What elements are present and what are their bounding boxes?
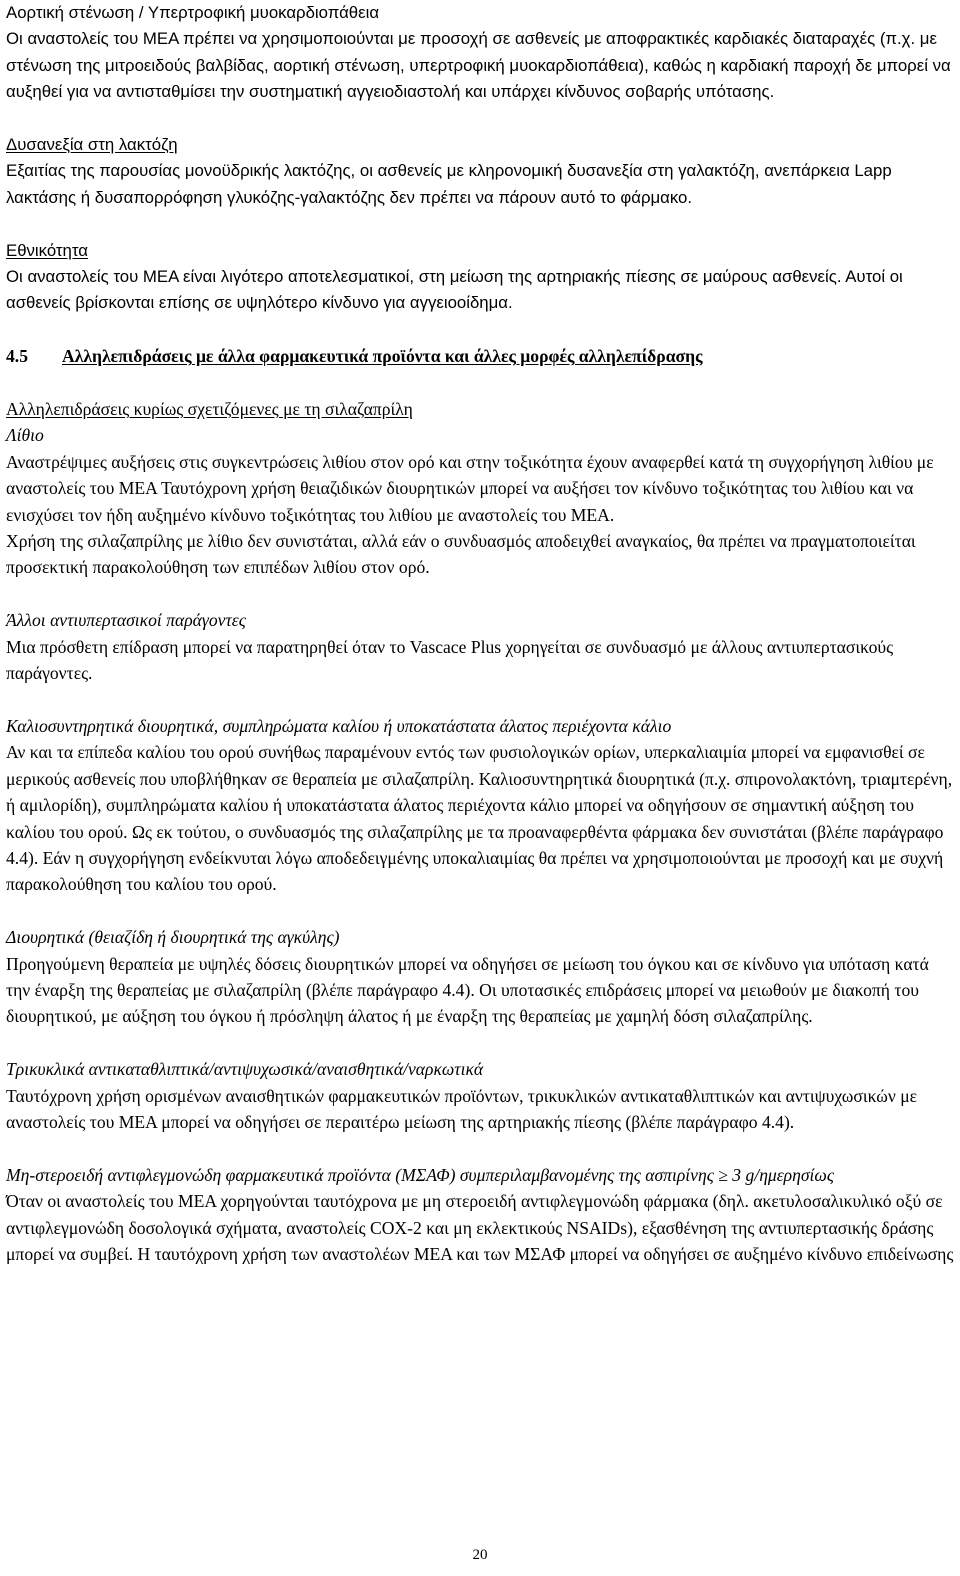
antihypertensives-text: Μια πρόσθετη επίδραση μπορεί να παρατηρηθεί όταν το Vascace Plus χορηγείται σε συνδυασμό με άλλους αντιυπερτασικούς παράγοντες. [6,636,894,684]
tricyclics-heading: Τρικυκλικά αντικαταθλιπτικά/αντιψυχωσικά/αναισθητικά/ναρκωτικά [6,1059,484,1080]
ethnicity-text: Οι αναστολείς του ΜΕΑ είναι λιγότερο αποτελεσματικοί, στη μείωση της αρτηριακής πίεσης σε μαύρους ασθενείς. Αυτοί οι ασθενείς βρίσκονται επίσης σε υψηλότερο κίνδυνο για αγγειοοίδημα. [6,267,903,313]
nsaids-heading: Μη-στεροειδή αντιφλεγμονώδη φαρμακευτικά προϊόντα (ΜΣΑΦ) συμπεριλαμβανομένης της ασπιρίνης ≥ 3 g/ημερησίως [6,1164,834,1185]
aortic-stenosis-heading: Αορτική στένωση / Υπερτροφική μυοκαρδιοπάθεια [6,3,380,22]
interactions-subheading: Αλληλεπιδράσεις κυρίως σχετιζόμενες με τη σιλαζαπρίλη [6,399,413,420]
potassium-text: Αν και τα επίπεδα καλίου του ορού συνήθως παραμένουν εντός των φυσιολογικών ορίων, υπερκαλιαιμία μπορεί να εμφανισθεί σε μερικούς ασθενείς που υποβλήθηκαν σε θεραπεία με σιλαζαπρίλη. Καλιοσυντηρητικά διουρητικά (π.χ. σπιρονολακτόνη, τριαμτερένη, ή αμιλορίδη), συμπληρώματα καλίου ή υποκατάστατα άλατος περιέχοντα κάλιο μπορεί να οδηγήσουν σε σημαντική αύξηση του καλίου του ορού. Ως εκ τούτου, ο συνδυασμός της σιλαζαπρίλης με τα προαναφερθέντα φάρμακα δεν συνιστάται (βλέπε παράγραφο 4.4). Εάν η συγχορήγηση ενδείκνυται λόγω αποδεδειγμένης υποκαλιαιμίας θα πρέπει να χρησιμοποιούνται με προσοχή και με συχνή παρακολούθηση του καλίου του ορού. [6,742,953,895]
section-heading [6,343,954,369]
potassium-heading: Καλιοσυντηρητικά διουρητικά, συμπληρώματα καλίου ή υποκατάστατα άλατος περιέχοντα κάλιο [6,715,672,736]
aortic-stenosis-text: Οι αναστολείς του ΜΕΑ πρέπει να χρησιμοποιούνται με προσοχή σε ασθενείς με αποφρακτικές καρδιακές διαταραχές (π.χ. με στένωση της μιτροειδούς βαλβίδας, αορτική στένωση, υπερτροφική μυοκαρδιοπάθεια), καθώς η καρδιακή παροχή δε μπορεί να αυξηθεί για να αντισταθμίσει την συστηματική αγγειοδιαστολή και υπάρχει κίνδυνος σοβαρής υπότασης. [6,29,951,102]
tricyclics-text: Ταυτόχρονη χρήση ορισμένων αναισθητικών φαρμακευτικών προϊόντων, τρικυκλικών αντικαταθλιπτικών και αντιψυχωσικών με αναστολείς του ΜΕΑ μπορεί να οδηγήσει σε περαιτέρω μείωση της αρτηριακής πίεσης (βλέπε παράγραφο 4.4). [6,1085,918,1132]
lithium-text: Αναστρέψιμες αυξήσεις στις συγκεντρώσεις λιθίου στον ορό και στην τοξικότητα έχουν αναφερθεί κατά τη συγχορήγηση λιθίου με αναστολείς του ΜΕΑ Ταυτόχρονη χρήση θειαζιδικών διουρητικών μπορεί να αυξήσει τον κίνδυνο τοξικότητας του λιθίου και να ενισχύσει τον ήδη αυξημένο κίνδυνο τοξικότητας του λιθίου με αναστολείς του ΜΕΑ. [6,451,934,525]
nsaids-text: Όταν οι αναστολείς του ΜΕΑ χορηγούνται ταυτόχρονα με μη στεροειδή αντιφλεγμονώδη φάρμακα (δηλ. ακετυλοσαλικυλικό οξύ σε αντιφλεγμονώδη δοσολογικά σχήματα, αναστολείς COX-2 και μη εκλεκτικούς NSAIDs), εξασθένηση της αντιυπερτασικής δράσης μπορεί να συμβεί. Η ταυτόχρονη χρήση των αναστολέων ΜΕΑ και των ΜΣΑΦ μπορεί να οδηγήσει σε αυξημένο κίνδυνο επιδείνωσης [6,1191,954,1264]
section-title: Αλληλεπιδράσεις με άλλα φαρμακευτικά προϊόντα και άλλες μορφές αλληλεπίδρασης [62,346,703,367]
page-number: 20 [472,1547,488,1563]
diuretics-heading: Διουρητικά (θειαζίδη ή διουρητικά της αγκύλης) [6,927,340,948]
lactose-text: Εξαιτίας της παρουσίας μονοϋδρικής λακτόζης, οι ασθενείς με κληρονομική δυσανεξία στη γαλακτόζη, ανεπάρκεια Lapp λακτάσης ή δυσαπορρόφηση γλυκόζης-γαλακτόζης δεν πρέπει να πάρουν αυτό το φάρμακο. [6,161,892,207]
ethnicity-heading: Εθνικότητα [6,240,88,260]
section-number: 4.5 [6,346,28,367]
document-page [6,0,954,1267]
lactose-heading: Δυσανεξία στη λακτόζη [6,135,178,155]
lithium-heading: Λίθιο [6,425,44,446]
lithium-recommendation: Χρήση της σιλαζαπρίλης με λίθιο δεν συνιστάται, αλλά εάν ο συνδυασμός αποδειχθεί αναγκαίος, θα πρέπει να πραγματοποιείται προσεκτική παρακολούθηση των επιπέδων λιθίου στον ορό. [6,531,916,578]
diuretics-text: Προηγούμενη θεραπεία με υψηλές δόσεις διουρητικών μπορεί να οδηγήσει σε μείωση του όγκου και σε κίνδυνο για υπόταση κατά την έναρξη της θεραπείας με σιλαζαπρίλη (βλέπε παράγραφο 4.4). Οι υποτασικές επιδράσεις μπορεί να μειωθούν με διακοπή του διουρητικού, με αύξηση του όγκου ή πρόσληψη άλατος ή με έναρξη της θεραπείας με χαμηλή δόση σιλαζαπρίλης. [6,953,929,1027]
antihypertensives-heading: Άλλοι αντιυπερτασικοί παράγοντες [6,610,246,631]
